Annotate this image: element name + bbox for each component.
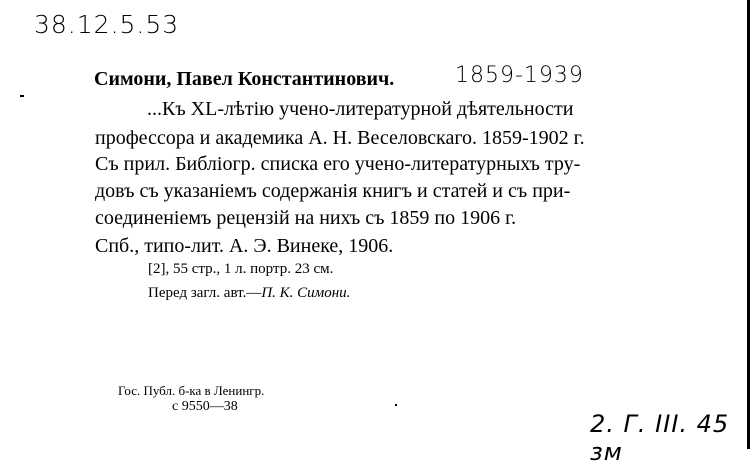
ink-dot — [395, 404, 397, 406]
inventory-mark: 2. Г. III. 45 зм — [590, 410, 730, 466]
author-years: 1859-1939 — [455, 63, 584, 88]
collation: [2], 55 стр., 1 л. портр. 23 см. — [148, 261, 334, 277]
note — [148, 285, 350, 302]
title-line-3: Съ прил. Библіогр. списка его учено-литературныхъ тру- — [95, 153, 581, 175]
note-author: П. К. Симони. — [261, 285, 351, 301]
ink-mark — [20, 95, 24, 97]
author-heading: Симони, Павел Константинович. — [94, 68, 395, 90]
title-line-4: довъ съ указаніемъ содержанія книгъ и статей и съ при- — [95, 180, 571, 202]
title-line-1: ...Къ XL-лѣтію учено-литературной дѣятельности — [147, 98, 574, 120]
shelfmark: 38.12.5.53 — [34, 10, 180, 39]
title-line-5: соединеніемъ рецензій на нихъ съ 1859 по 1906 г. — [95, 207, 517, 229]
imprint-line: Спб., типо-лит. А. Э. Винеке, 1906. — [95, 235, 394, 257]
library-stamp — [118, 383, 264, 415]
note-prefix: Перед загл. авт.— — [148, 285, 262, 301]
stamp-line-1: Гос. Публ. б-ка в Ленингр. — [118, 383, 265, 398]
stamp-line-2: с 9550—38 — [172, 399, 238, 414]
title-line-2: профессора и академика А. Н. Веселовскаго. 1859-1902 г. — [95, 127, 585, 149]
